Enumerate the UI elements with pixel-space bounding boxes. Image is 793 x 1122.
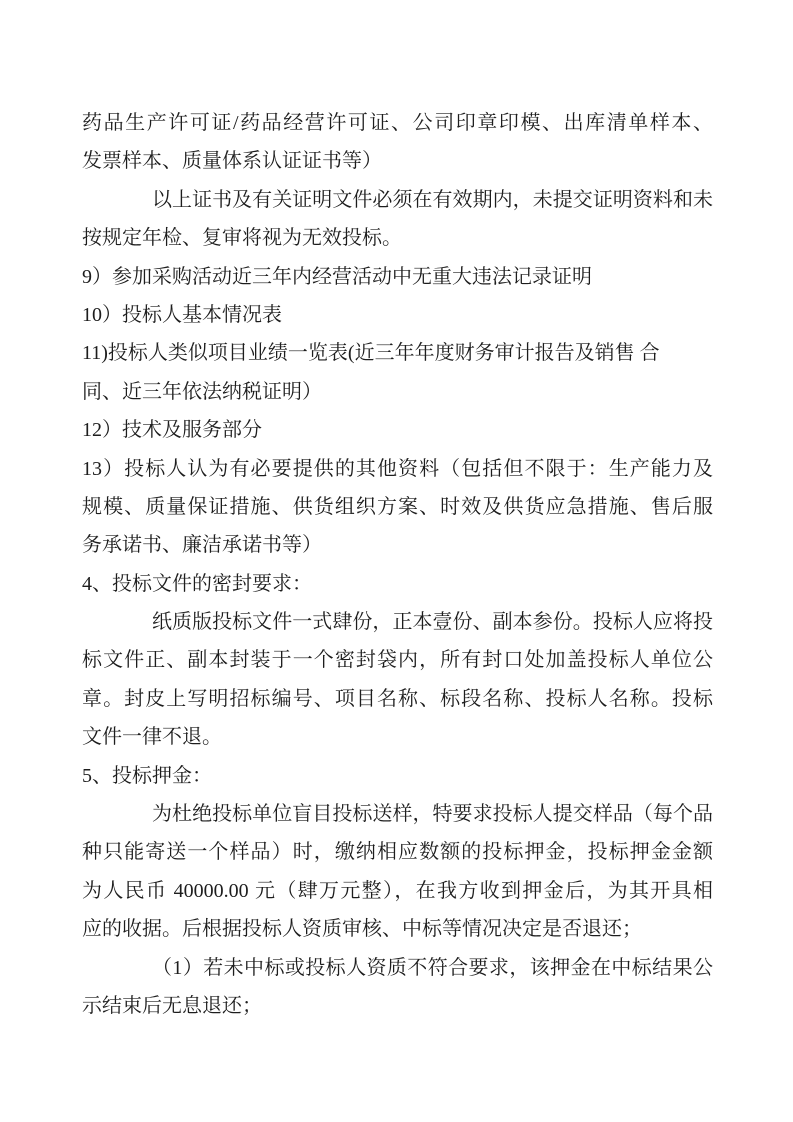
text-line: 应的收据。后根据投标人资质审核、中标等情况决定是否退还；: [82, 918, 642, 941]
text-line: 标文件正、副本封装于一个密封袋内，所有封口处加盖投标人单位公: [82, 649, 713, 672]
text-line: （1）若未中标或投标人资质不符合要求，该押金在中标结果公: [152, 956, 713, 979]
text-line: 11)投标人类似项目业绩一览表(近三年年度财务审计报告及销售 合: [82, 342, 660, 365]
text-line: 以上证书及有关证明文件必须在有效期内，未提交证明资料和未: [152, 188, 713, 211]
document-body: [82, 104, 713, 1025]
text-line: 文件一律不退。: [82, 726, 222, 749]
text-line: 发票样本、质量体系认证证书等）: [82, 150, 382, 173]
text-line: 9）参加采购活动近三年内经营活动中无重大违法记录证明: [82, 265, 592, 288]
text-line: 同、近三年依法纳税证明）: [82, 380, 322, 403]
text-line: 12）技术及服务部分: [82, 419, 262, 442]
text-line: 药品生产许可证/药品经营许可证、公司印章印模、出库清单样本、: [82, 112, 713, 134]
text-line: 纸质版投标文件一式肆份，正本壹份、副本参份。投标人应将投: [152, 611, 713, 634]
text-line: 规模、质量保证措施、供货组织方案、时效及供货应急措施、售后服: [82, 495, 713, 518]
text-line: 种只能寄送一个样品）时，缴纳相应数额的投标押金，投标押金金额: [82, 841, 713, 864]
text-line: 示结束后无息退还；: [82, 994, 262, 1017]
text-line: 5、投标押金：: [82, 764, 212, 787]
text-line: 为人民币 40000.00 元（肆万元整），在我方收到押金后，为其开具相: [82, 879, 713, 902]
text-line: 为杜绝投标单位盲目投标送样，特要求投标人提交样品（每个品: [152, 803, 713, 826]
text-line: 按规定年检、复审将视为无效投标。: [82, 227, 402, 250]
text-line: 13）投标人认为有必要提供的其他资料（包括但不限于：生产能力及: [82, 457, 713, 480]
text-line: 4、投标文件的密封要求：: [82, 572, 312, 595]
text-line: 章。封皮上写明招标编号、项目名称、标段名称、投标人名称。投标: [82, 687, 713, 710]
text-line: 10）投标人基本情况表: [82, 303, 282, 326]
text-line: 务承诺书、廉洁承诺书等）: [82, 534, 322, 557]
